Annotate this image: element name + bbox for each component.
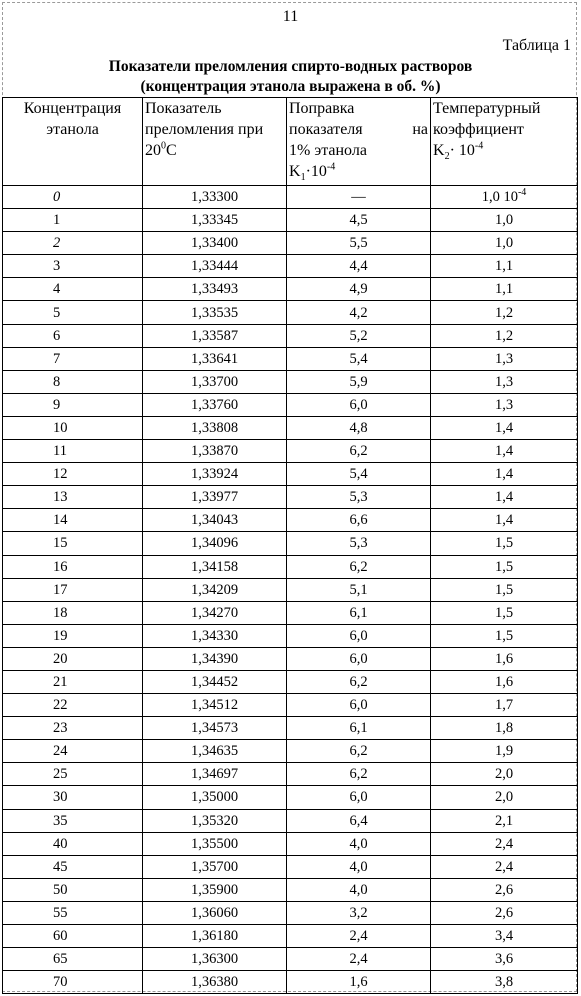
cell-concentration: 35	[3, 809, 143, 832]
cell-correction: 6,0	[287, 694, 431, 717]
table-row	[3, 647, 578, 670]
cell-temp-coefficient: 1,7	[431, 694, 578, 717]
cell-concentration: 7	[3, 347, 143, 370]
cell-correction: 6,2	[287, 670, 431, 693]
cell-correction: 4,4	[287, 255, 431, 278]
cell-refractive-index: 1,33587	[143, 324, 287, 347]
cell-concentration: 50	[3, 878, 143, 901]
cell-refractive-index: 1,35500	[143, 832, 287, 855]
table-row	[3, 509, 578, 532]
cell-refractive-index: 1,36060	[143, 901, 287, 924]
table-row	[3, 832, 578, 855]
page-number: 11	[282, 8, 299, 25]
cell-correction: 4,8	[287, 416, 431, 439]
cell-refractive-index: 1,35700	[143, 855, 287, 878]
table-row	[3, 578, 578, 601]
table-row	[3, 232, 578, 255]
cell-temp-coefficient: 1,6	[431, 670, 578, 693]
cell-temp-coefficient: 2,0	[431, 763, 578, 786]
cell-temp-coefficient: 2,4	[431, 855, 578, 878]
cell-temp-coefficient: 1,5	[431, 532, 578, 555]
cell-correction: 4,9	[287, 278, 431, 301]
cell-refractive-index: 1,34096	[143, 532, 287, 555]
cell-temp-coefficient: 1,3	[431, 347, 578, 370]
table-row	[3, 209, 578, 232]
cell-concentration: 70	[3, 971, 143, 994]
cell-temp-coefficient: 1,1	[431, 255, 578, 278]
cell-concentration: 65	[3, 948, 143, 971]
table-caption	[0, 57, 581, 97]
cell-temp-coefficient: 1,0 $10^{-4}$	[431, 186, 578, 209]
cell-refractive-index: 1,33870	[143, 440, 287, 463]
table-row	[3, 925, 578, 948]
cell-concentration: 55	[3, 901, 143, 924]
cell-correction: 6,4	[287, 809, 431, 832]
table-row	[3, 440, 578, 463]
table-row	[3, 809, 578, 832]
cell-correction: 6,0	[287, 624, 431, 647]
table-row	[3, 878, 578, 901]
table-row	[3, 786, 578, 809]
cell-correction: 5,9	[287, 370, 431, 393]
cell-concentration: 16	[3, 555, 143, 578]
cell-refractive-index: 1,34452	[143, 670, 287, 693]
table-row	[3, 324, 578, 347]
cell-concentration: 21	[3, 670, 143, 693]
cell-temp-coefficient: 1,3	[431, 393, 578, 416]
cell-temp-coefficient: 1,0	[431, 232, 578, 255]
cell-refractive-index: 1,34043	[143, 509, 287, 532]
table-row	[3, 393, 578, 416]
cell-concentration: 40	[3, 832, 143, 855]
table-row	[3, 463, 578, 486]
cell-concentration: 13	[3, 486, 143, 509]
cell-concentration: 9	[3, 393, 143, 416]
cell-refractive-index: 1,34512	[143, 694, 287, 717]
cell-refractive-index: 1,33493	[143, 278, 287, 301]
cell-concentration: 19	[3, 624, 143, 647]
cell-temp-coefficient: 3,4	[431, 925, 578, 948]
cell-refractive-index: 1,34697	[143, 763, 287, 786]
table-row	[3, 486, 578, 509]
cell-refractive-index: 1,36380	[143, 971, 287, 994]
cell-correction: 5,2	[287, 324, 431, 347]
cell-concentration: 23	[3, 717, 143, 740]
cell-correction: 5,1	[287, 578, 431, 601]
cell-concentration: 1	[3, 209, 143, 232]
cell-temp-coefficient: 1,4	[431, 486, 578, 509]
cell-correction: 2,4	[287, 925, 431, 948]
cell-refractive-index: 1,33977	[143, 486, 287, 509]
cell-concentration: 10	[3, 416, 143, 439]
cell-concentration: 0	[3, 186, 143, 209]
cell-concentration: 24	[3, 740, 143, 763]
cell-concentration: 12	[3, 463, 143, 486]
cell-correction: 5,3	[287, 532, 431, 555]
header-concentration: Концентрация этанола	[3, 98, 143, 186]
cell-correction: 6,1	[287, 601, 431, 624]
cell-refractive-index: 1,34270	[143, 601, 287, 624]
cell-temp-coefficient: 2,6	[431, 878, 578, 901]
cell-correction: 4,5	[287, 209, 431, 232]
cell-temp-coefficient: 1,5	[431, 555, 578, 578]
table-row	[3, 255, 578, 278]
cell-concentration: 25	[3, 763, 143, 786]
cell-refractive-index: 1,34209	[143, 578, 287, 601]
cell-temp-coefficient: 1,2	[431, 324, 578, 347]
table-row	[3, 370, 578, 393]
cell-temp-coefficient: 3,8	[431, 971, 578, 994]
table-row	[3, 601, 578, 624]
cell-correction: 6,2	[287, 740, 431, 763]
table-row	[3, 532, 578, 555]
cell-temp-coefficient: 1,4	[431, 416, 578, 439]
cell-correction: 6,2	[287, 555, 431, 578]
cell-refractive-index: 1,36180	[143, 925, 287, 948]
cell-refractive-index: 1,33345	[143, 209, 287, 232]
cell-temp-coefficient: 1,4	[431, 463, 578, 486]
cell-correction: 3,2	[287, 901, 431, 924]
cell-concentration: 3	[3, 255, 143, 278]
cell-temp-coefficient: 1,4	[431, 509, 578, 532]
table-row	[3, 278, 578, 301]
cell-concentration: 2	[3, 232, 143, 255]
cell-correction: 5,4	[287, 463, 431, 486]
cell-refractive-index: 1,35320	[143, 809, 287, 832]
cell-refractive-index: 1,34330	[143, 624, 287, 647]
cell-correction: 6,0	[287, 647, 431, 670]
cell-refractive-index: 1,33444	[143, 255, 287, 278]
cell-correction: 5,3	[287, 486, 431, 509]
cell-correction: 6,0	[287, 393, 431, 416]
cell-temp-coefficient: 1,4	[431, 440, 578, 463]
table-row	[3, 948, 578, 971]
cell-refractive-index: 1,34390	[143, 647, 287, 670]
table-label: Таблица 1	[502, 37, 571, 54]
cell-refractive-index: 1,34158	[143, 555, 287, 578]
cell-correction: 6,1	[287, 717, 431, 740]
table-header-row	[3, 98, 578, 186]
table-row	[3, 971, 578, 994]
cell-temp-coefficient: 1,0	[431, 209, 578, 232]
cell-refractive-index: 1,33400	[143, 232, 287, 255]
table-row	[3, 347, 578, 370]
cell-correction: 5,5	[287, 232, 431, 255]
cell-temp-coefficient: 1,8	[431, 717, 578, 740]
cell-concentration: 11	[3, 440, 143, 463]
header-refractive-index: Показатель преломления при $20^0C$	[143, 98, 287, 186]
cell-correction: 6,2	[287, 440, 431, 463]
refraction-table	[2, 97, 578, 994]
cell-refractive-index: 1,33808	[143, 416, 287, 439]
cell-concentration: 20	[3, 647, 143, 670]
table-row	[3, 624, 578, 647]
cell-correction: 4,0	[287, 878, 431, 901]
cell-concentration: 8	[3, 370, 143, 393]
caption-line-1: Показатели преломления спирто-водных растворов	[108, 58, 473, 75]
cell-refractive-index: 1,33641	[143, 347, 287, 370]
cell-concentration: 18	[3, 601, 143, 624]
cell-temp-coefficient: 2,4	[431, 832, 578, 855]
cell-temp-coefficient: 1,5	[431, 578, 578, 601]
table-row	[3, 763, 578, 786]
cell-refractive-index: 1,33760	[143, 393, 287, 416]
table-row	[3, 717, 578, 740]
table-row	[3, 301, 578, 324]
cell-refractive-index: 1,34635	[143, 740, 287, 763]
header-correction: Поправка показателя на 1% этанола $K_1\cdot 10^{-4}$	[287, 98, 431, 186]
cell-concentration: 5	[3, 301, 143, 324]
cell-concentration: 22	[3, 694, 143, 717]
cell-concentration: 14	[3, 509, 143, 532]
cell-temp-coefficient: 1,5	[431, 624, 578, 647]
cell-concentration: 17	[3, 578, 143, 601]
cell-temp-coefficient: 1,2	[431, 301, 578, 324]
cell-temp-coefficient: 2,0	[431, 786, 578, 809]
cell-refractive-index: 1,36300	[143, 948, 287, 971]
table-row	[3, 555, 578, 578]
cell-correction: 6,0	[287, 786, 431, 809]
cell-concentration: 4	[3, 278, 143, 301]
cell-concentration: 15	[3, 532, 143, 555]
cell-refractive-index: 1,34573	[143, 717, 287, 740]
table-row	[3, 694, 578, 717]
cell-refractive-index: 1,33535	[143, 301, 287, 324]
cell-correction: 4,2	[287, 301, 431, 324]
cell-temp-coefficient: 3,6	[431, 948, 578, 971]
cell-correction: 1,6	[287, 971, 431, 994]
header-temperature-coefficient: Температурный коэффициент $K_2\cdot 10^{-4}$	[431, 98, 578, 186]
cell-refractive-index: 1,33700	[143, 370, 287, 393]
table-row	[3, 670, 578, 693]
cell-refractive-index: 1,35900	[143, 878, 287, 901]
cell-refractive-index: 1,35000	[143, 786, 287, 809]
table-row	[3, 186, 578, 209]
cell-correction: 5,4	[287, 347, 431, 370]
cell-refractive-index: 1,33924	[143, 463, 287, 486]
cell-temp-coefficient: 1,5	[431, 601, 578, 624]
cell-correction: 6,2	[287, 763, 431, 786]
cell-concentration: 60	[3, 925, 143, 948]
cell-correction: 2,4	[287, 948, 431, 971]
table-row	[3, 740, 578, 763]
cell-correction: 4,0	[287, 832, 431, 855]
table-row	[3, 855, 578, 878]
cell-temp-coefficient: 2,6	[431, 901, 578, 924]
cell-temp-coefficient: 1,1	[431, 278, 578, 301]
cell-temp-coefficient: 1,9	[431, 740, 578, 763]
cell-concentration: 30	[3, 786, 143, 809]
cell-temp-coefficient: 2,1	[431, 809, 578, 832]
caption-line-2: (концентрация этанола выражена в об. %)	[140, 78, 441, 95]
cell-temp-coefficient: 1,6	[431, 647, 578, 670]
cell-correction: 6,6	[287, 509, 431, 532]
table-row	[3, 416, 578, 439]
cell-correction: —	[287, 186, 431, 209]
cell-temp-coefficient: 1,3	[431, 370, 578, 393]
cell-concentration: 6	[3, 324, 143, 347]
cell-refractive-index: 1,33300	[143, 186, 287, 209]
cell-concentration: 45	[3, 855, 143, 878]
cell-correction: 4,0	[287, 855, 431, 878]
table-row	[3, 901, 578, 924]
